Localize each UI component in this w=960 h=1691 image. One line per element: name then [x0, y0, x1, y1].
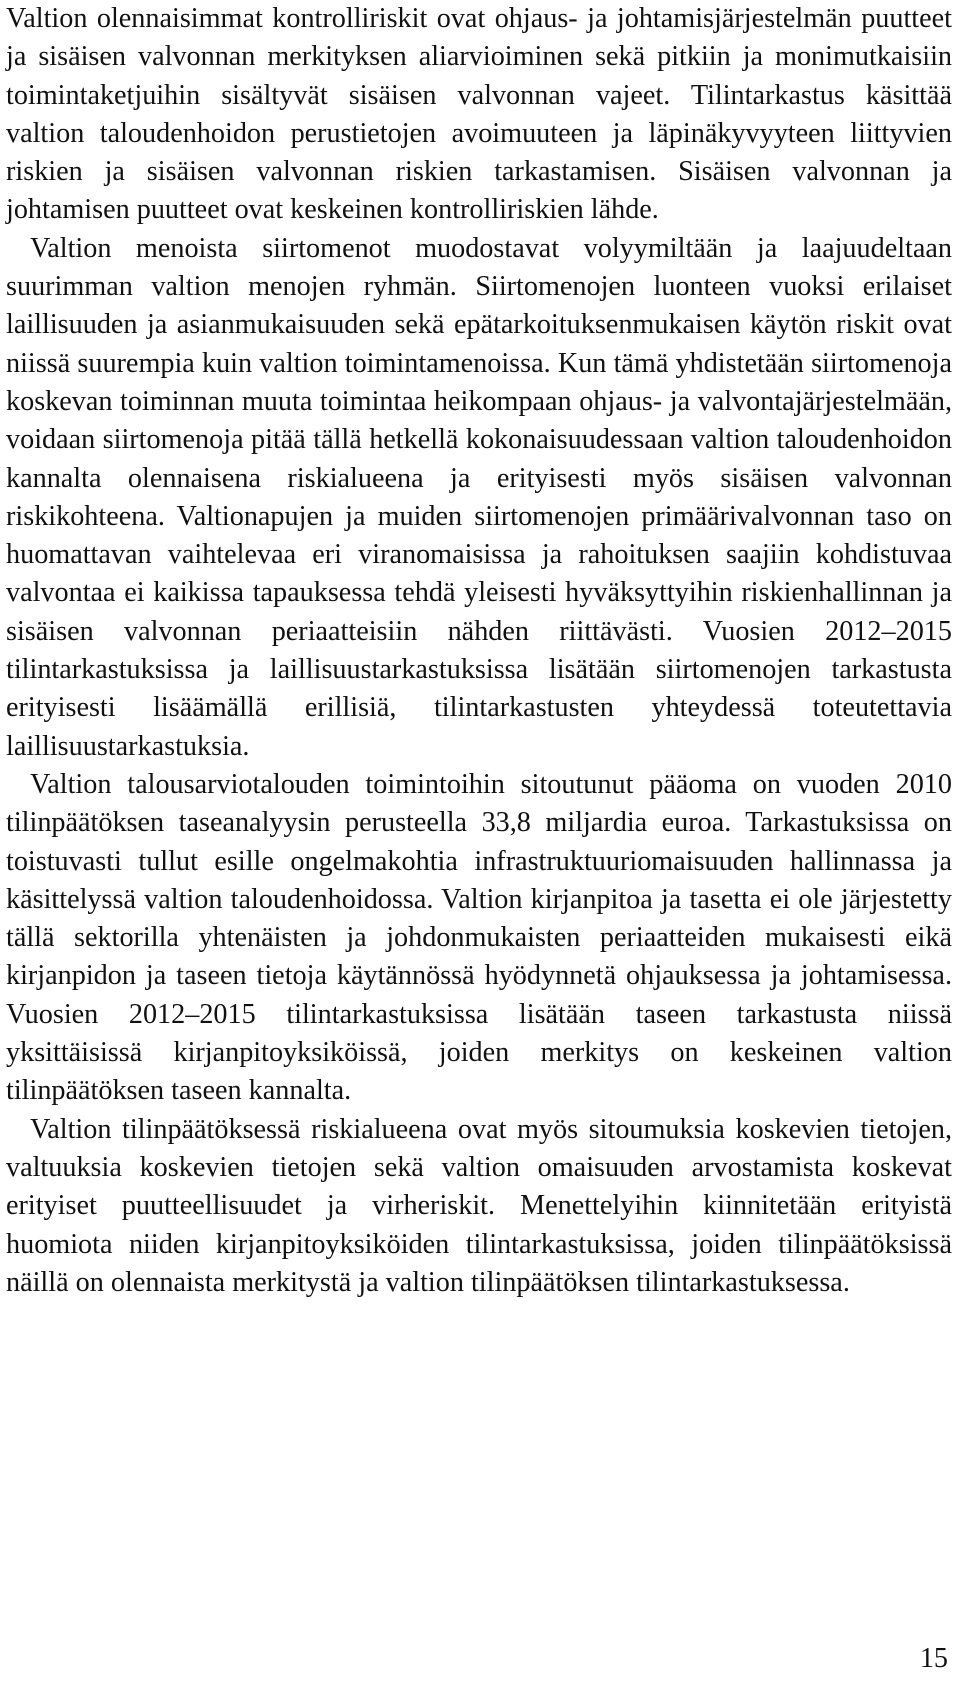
page-number: 15 [919, 1643, 948, 1674]
paragraph-transfer-expenditure: Valtion menoista siirtomenot muodostavat volyymiltään ja laajuudeltaan suurimman valtion menojen ryhmän. Siirtomenojen luonteen vuoksi erilaiset laillisuuden ja asianmukaisuuden sekä epätarkoituksenmukaisen käytön riskit ovat niissä suurempia kuin valtion toimintamenoissa. Kun tämä yhdistetään siirtomenoja koskevan toiminnan muuta toimintaa heikompaan ohjaus- ja valvontajärjestelmään, voidaan siirtomenoja pitää tällä hetkellä kokonaisuudessaan valtion taloudenhoidon kannalta olennaisena riskialueena ja erityisesti myös sisäisen valvonnan riskikohteena. Valtionapujen ja muiden siirtomenojen primäärivalvonnan taso on huomattavan vaihtelevaa eri viranomaisissa ja rahoituksen saajiin kohdistuvaa valvontaa ei kaikissa tapauksessa tehdä yleisesti hyväksyttyihin riskienhallinnan ja sisäisen valvonnan periaatteisiin nähden riittävästi. Vuosien 2012–2015 tilintarkastuksissa ja laillisuustarkastuksissa lisätään siirtomenojen tarkastusta erityisesti lisäämällä erillisiä, tilintarkastusten yhteydessä toteutettavia laillisuustarkastuksia. [6, 232, 952, 762]
paragraph-control-risks: Valtion olennaisimmat kontrolliriskit ovat ohjaus- ja johtamisjärjestelmän puutteet ja sisäisen valvonnan merkityksen aliarvioiminen sekä pitkiin ja monimutkaisiin toimintaketjuihin sisältyvät sisäisen valvonnan vajeet. Tilintarkastus käsittää valtion taloudenhoidon perustietojen avoimuuteen ja läpinäkyvyyteen liittyvien riskien ja sisäisen valvonnan riskien tarkastamisen. Sisäisen valvonnan ja johtamisen puutteet ovat keskeinen kontrolliriskien lähde. [6, 3, 952, 226]
paragraph-commitments-valuation: Valtion tilinpäätöksessä riskialueena ovat myös sitoumuksia koskevien tietojen, valtuuksia koskevien tietojen sekä valtion omaisuuden arvostamista koskevat erityiset puutteellisuudet ja virheriskit. Menettelyihin kiinnitetään erityistä huomiota niiden kirjanpitoyksiköiden tilintarkastuksissa, joiden tilinpäätöksissä näillä on olennaista merkitystä ja valtion tilinpäätöksen tilintarkastuksessa. [6, 1113, 952, 1298]
paragraph-capital-balance-sheet: Valtion talousarviotalouden toimintoihin sitoutunut pääoma on vuoden 2010 tilinpäätöksen taseanalyysin perusteella 33,8 miljardia euroa. Tarkastuksissa on toistuvasti tullut esille ongelmakohtia infrastruktuuriomaisuuden hallinnassa ja käsittelyssä valtion taloudenhoidossa. Valtion kirjanpitoa ja tasetta ei ole järjestetty tällä sektorilla yhtenäisten ja johdonmukaisten periaatteiden mukaisesti eikä kirjanpidon ja taseen tietoja käytännössä hyödynnetä ohjauksessa ja johtamisessa. Vuosien 2012–2015 tilintarkastuksissa lisätään taseen tarkastusta niissä yksittäisissä kirjanpitoyksiköissä, joiden merkitys on keskeinen valtion tilinpäätöksen taseen kannalta. [6, 768, 952, 1107]
document-page [6, 0, 952, 1302]
